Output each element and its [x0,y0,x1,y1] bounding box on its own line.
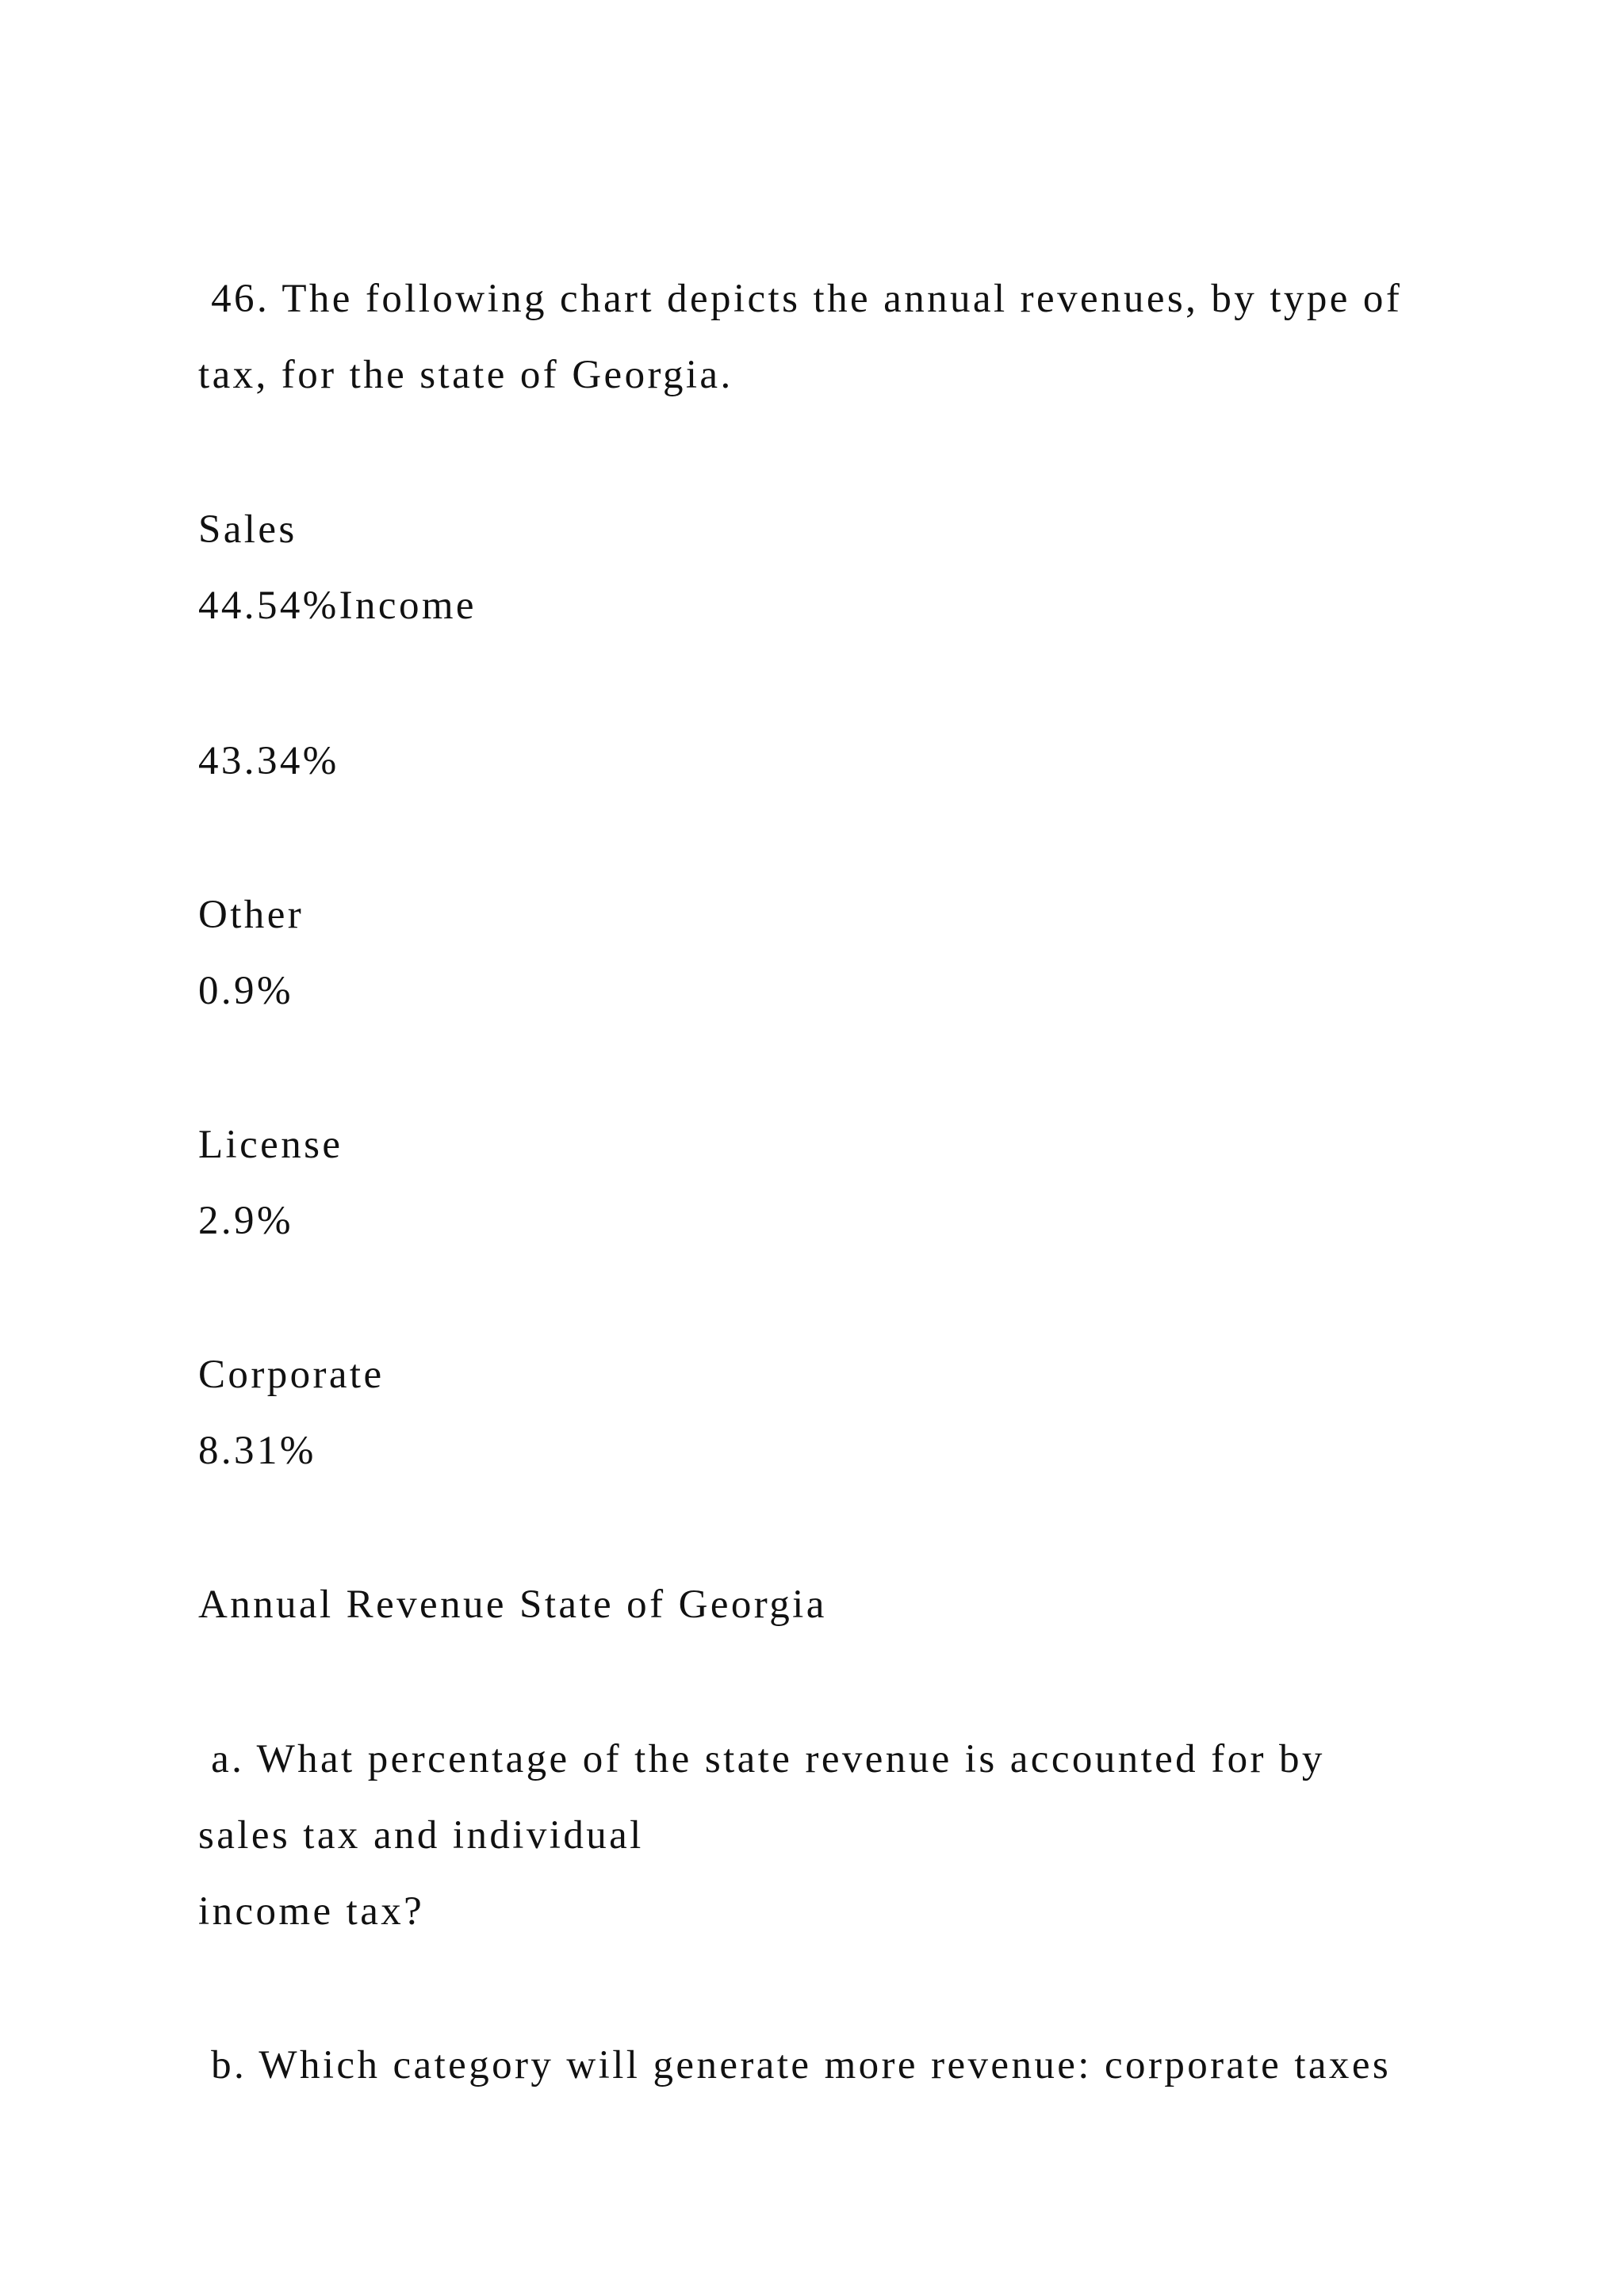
chart-title: Annual Revenue State of Georgia [198,1582,827,1627]
question-intro-line-1: 46. The following chart depicts the annual revenues, by type of [198,277,1403,321]
part-b-line-1: b. Which category will generate more revenue: corporate taxes [198,2043,1392,2087]
corporate-label: Corporate [198,1353,385,1397]
question-intro-line-2: tax, for the state of Georgia. [198,353,733,397]
part-a-line-3: income tax? [198,1889,425,1934]
license-value: 2.9% [198,1199,293,1243]
sales-label: Sales [198,507,297,552]
other-label: Other [198,893,304,937]
part-a-line-1: a. What percentage of the state revenue is accounted for by [198,1737,1325,1781]
sales-value-income-label: 44.54%Income [198,584,477,628]
other-value: 0.9% [198,969,293,1013]
part-a-line-2: sales tax and individual [198,1813,644,1858]
corporate-value: 8.31% [198,1429,316,1473]
license-label: License [198,1123,343,1167]
income-value: 43.34% [198,739,339,783]
